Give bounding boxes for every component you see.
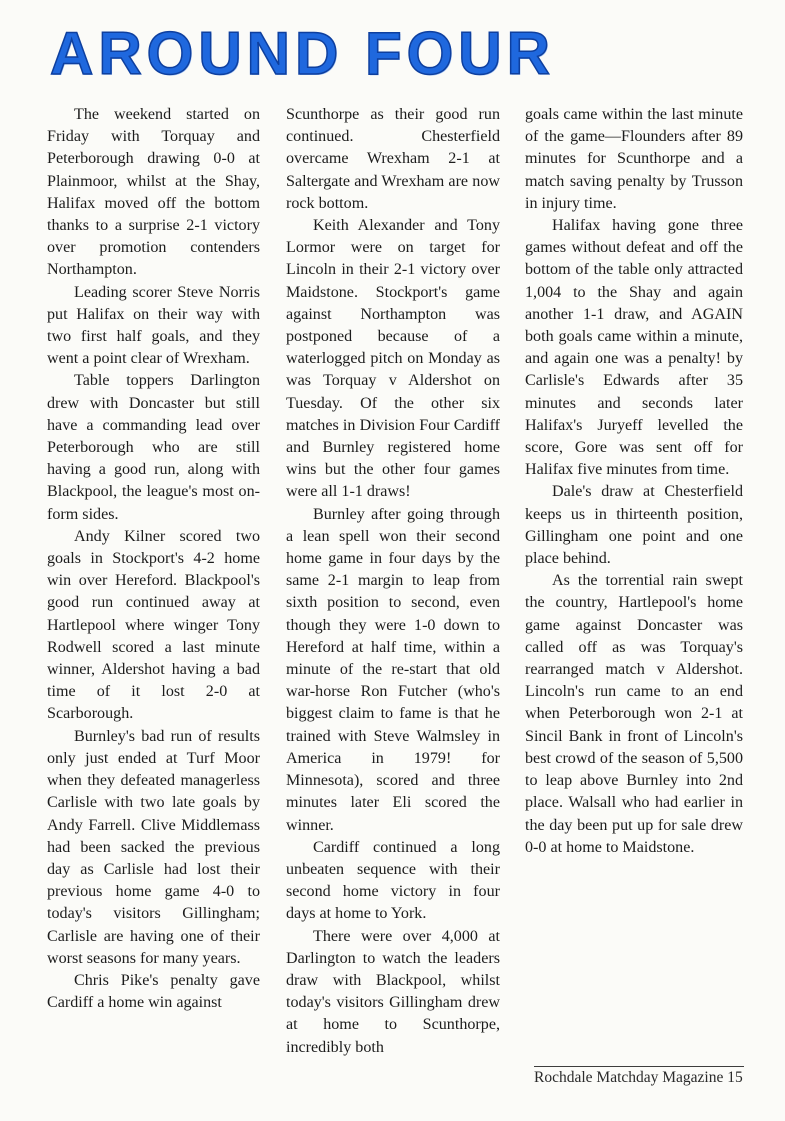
paragraph: Andy Kilner scored two goals in Stockport's 4-2 home win over Hereford. Blackpool's good run continued away at Hartlepool where winger Tony Rodwell scored a last minute winner, Aldershot having a bad time of it lost 2-0 at Scarborough. [47,527,260,723]
paragraph: As the torrential rain swept the country, Hartlepool's home game against Doncaster was called off as was Torquay's rearranged match v Aldershot. Lincoln's run came to an end when Peterborough won 2-1 at Sincil Bank in front of Lincoln's best crowd of the season of 5,500 to leap above Burnley into 2nd place. Walsall who had earlier in the day been put up for sale drew 0-0 at home to Maidstone. [525,572,743,856]
paragraph: Burnley after going through a lean spell won their second home game in four days by the same 2-1 margin to leap from sixth position to second, even though they were 1-0 down to Hereford at half time, within a minute of the re-start that old war-horse Ron Futcher (who's biggest claim to fame is that he trained with Steve Walmsley in America in 1979! for Minnesota), scored and three minutes later Eli scored the winner. [286,505,500,834]
paragraph: The weekend started on Friday with Torquay and Peterborough drawing 0-0 at Plainmoor, whilst at the Shay, Halifax moved off the bottom thanks to a surprise 2-1 victory over promotion contenders Northampton. [47,106,260,279]
paragraph: Halifax having gone three games without defeat and off the bottom of the table only attracted 1,004 to the Shay and again another 1-1 draw, and AGAIN both goals came within a minute, and again one was a penalty! by Carlisle's Edwards after 35 minutes and seconds later Halifax's Juryeff levelled the score, Gore was sent off for Halifax five minutes from time. [525,217,743,479]
paragraph: Table toppers Darlington drew with Doncaster but still have a commanding lead over Peterborough who are still having a good run, along with Blackpool, the league's most on-form sides. [47,372,260,523]
paragraph: Scunthorpe as their good run continued. Chesterfield overcame Wrexham 2-1 at Saltergate and Wrexham are now rock bottom. [286,106,500,212]
article-column-1 [47,104,260,1014]
paragraph: Leading scorer Steve Norris put Halifax on their way with two first half goals, and they went a point clear of Wrexham. [47,283,260,368]
paragraph: Cardiff continued a long unbeaten sequence with their second home victory in four days at home to York. [286,838,500,923]
article-column-2 [286,104,500,1059]
paragraph: goals came within the last minute of the game—Flounders after 89 minutes for Scunthorpe and a match saving penalty by Trusson in injury time. [525,106,743,212]
page-footer: Rochdale Matchday Magazine 15 [534,1069,743,1086]
paragraph: Burnley's bad run of results only just ended at Turf Moor when they defeated managerless Carlisle with two late goals by Andy Farrell. Clive Middlemass had been sacked the previous day as Carlisle had lost their previous home game 4-0 to today's visitors Gillingham; Carlisle are having one of their worst seasons for many years. [47,727,260,967]
footer-rule [534,1066,744,1067]
paragraph: There were over 4,000 at Darlington to watch the leaders draw with Blackpool, whilst today's visitors Gillingham drew at home to Scunthorpe, incredibly both [286,927,500,1056]
paragraph: Keith Alexander and Tony Lormor were on target for Lincoln in their 2-1 victory over Maidstone. Stockport's game against Northampton was postponed because of a waterlogged pitch on Monday as was Torquay v Aldershot on Tuesday. Of the other six matches in Division Four Cardiff and Burnley registered home wins but the other four games were all 1-1 draws! [286,217,500,501]
page-title: AROUND FOUR [50,20,555,87]
paragraph: Chris Pike's penalty gave Cardiff a home win against [47,971,260,1012]
paragraph: Dale's draw at Chesterfield keeps us in thirteenth position, Gillingham one point and one place behind. [525,483,743,568]
article-column-3 [525,104,743,859]
